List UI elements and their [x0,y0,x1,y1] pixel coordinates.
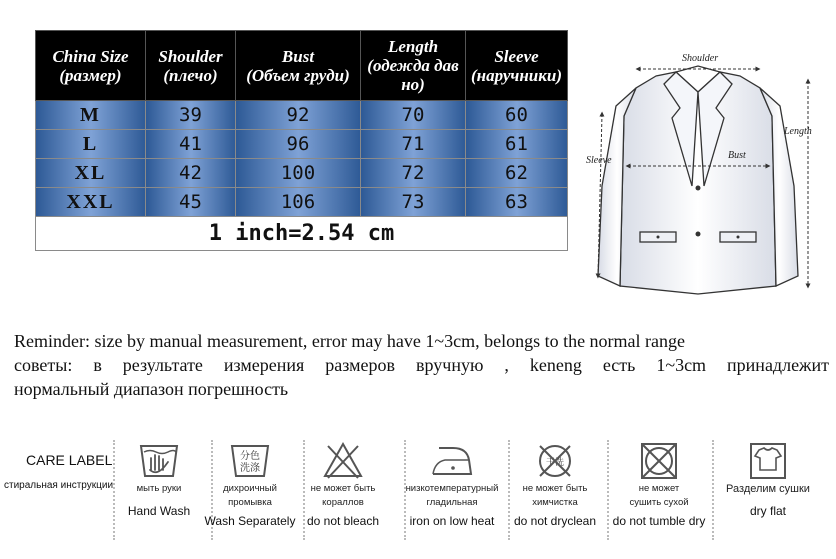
shoulder-cell: 41 [146,130,236,159]
shoulder-label: Shoulder [682,53,719,64]
care-item-iron-low [396,440,508,528]
reminder-line-english: Reminder: size by manual measurement, error may have 1~3cm, belongs to the normal range [14,331,686,351]
iron-low-icon [429,440,475,480]
conversion-row [36,217,568,251]
size-cell: XL [36,159,146,188]
care-ru-text: не может [638,483,680,494]
sleeve-cell: 61 [466,130,568,159]
size-cell: L [36,130,146,159]
no-dryclean-icon [534,440,576,480]
jacket-measurement-diagram [580,36,820,306]
table-row [36,188,568,217]
care-ru-text-2: химчистка [532,497,578,508]
care-item-no-bleach [287,440,399,528]
no-tumble-dry-icon [638,440,680,480]
shoulder-cell: 42 [146,159,236,188]
size-cell: XXL [36,188,146,217]
care-ru-text: дихроичный [223,483,277,494]
shoulder-cell: 39 [146,101,236,130]
care-en-text: Hand Wash [127,504,191,518]
jacket-outline [598,66,798,294]
bust-cell: 106 [236,188,361,217]
header-bust: Bust (Объем груди) [236,31,361,101]
care-item-no-dryclean [499,440,611,528]
length-cell: 70 [361,101,466,130]
care-item-dry-flat [712,440,824,518]
header-shoulder: Shoulder (плечо) [146,31,236,101]
reminder-line-russian-2: нормальный диапазон погрешность [14,379,289,399]
size-chart-table [35,30,568,251]
length-cell: 72 [361,159,466,188]
care-ru-text-2: сушить сухой [629,497,689,508]
bust-cell: 92 [236,101,361,130]
header-china-size: China Size (размер) [36,31,146,101]
sleeve-cell: 62 [466,159,568,188]
svg-text:洗涤: 洗涤 [240,463,260,474]
care-en-text: do not dryclean [513,514,597,528]
sleeve-cell: 63 [466,188,568,217]
table-row [36,159,568,188]
care-en-text: dry flat [749,504,786,518]
care-ru-text: Разделим сушки [726,483,810,495]
svg-text:干洗: 干洗 [545,458,565,468]
care-ru-text: мыть руки [136,483,182,494]
length-label: Length [784,126,812,137]
care-ru-text: низкотемпературный [405,483,499,494]
table-row [36,101,568,130]
care-en-text: iron on low heat [409,514,495,528]
shoulder-cell: 45 [146,188,236,217]
care-en-text: do not bleach [306,514,380,528]
size-cell: M [36,101,146,130]
svg-text:分色: 分色 [240,451,260,462]
care-en-text: do not tumble dry [612,514,706,528]
care-en-text: Wash Separately [204,514,296,528]
wash-separately-icon [229,440,271,480]
header-sleeve: Sleeve (наручники) [466,31,568,101]
care-label-subtitle: стиральная инструкции [4,480,114,491]
care-item-no-tumble-dry [603,440,715,528]
care-ru-text: не может быть [310,483,376,494]
hand-wash-icon [138,440,180,480]
length-cell: 71 [361,130,466,159]
sleeve-label: Sleeve [586,155,612,166]
care-ru-text-2: гладильная [426,497,478,508]
bust-label: Bust [728,150,746,161]
sleeve-cell: 60 [466,101,568,130]
no-bleach-icon [322,440,364,480]
care-label-title: CARE LABEL [26,452,113,468]
dry-flat-icon [747,440,789,480]
care-ru-text-2: промывка [228,497,272,508]
length-cell: 73 [361,188,466,217]
table-row [36,130,568,159]
care-ru-text-2: кораллов [322,497,364,508]
inch-conversion-note: 1 inch=2.54 cm [36,217,568,251]
table-header-row [36,31,568,101]
bust-cell: 100 [236,159,361,188]
header-length: Length (одежда дав но) [361,31,466,101]
reminder-line-russian: советы: в результате измерения размеров вручную , keneng есть 1~3cm принадлежит [14,355,829,375]
care-ru-text: не может быть [522,483,588,494]
reminder-note [14,329,829,401]
bust-cell: 96 [236,130,361,159]
